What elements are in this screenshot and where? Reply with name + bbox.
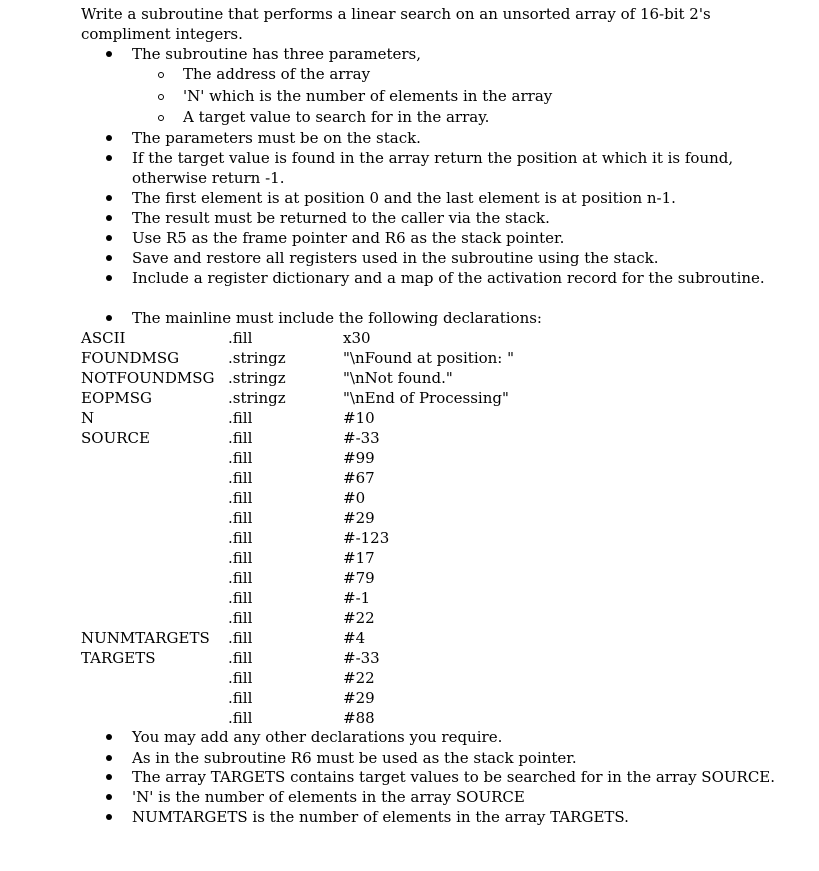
decl-value: #22 bbox=[343, 609, 375, 627]
decl-op: .stringz bbox=[228, 369, 286, 387]
decl-value: "\nEnd of Processing" bbox=[343, 389, 509, 407]
decl-op: .fill bbox=[228, 629, 253, 647]
bullet-icon bbox=[106, 255, 112, 261]
list-item-continuation: otherwise return -1. bbox=[132, 169, 285, 187]
decl-op: .stringz bbox=[228, 389, 286, 407]
decl-op: .fill bbox=[228, 449, 253, 467]
decl-op: .fill bbox=[228, 529, 253, 547]
decl-label: NOTFOUNDMSG bbox=[81, 369, 215, 387]
mainline-intro: The mainline must include the following declarations: bbox=[132, 309, 542, 327]
list-item: The array TARGETS contains target values to be searched for in the array SOURCE. bbox=[132, 768, 776, 786]
bullet-icon bbox=[106, 315, 112, 321]
decl-label: ASCII bbox=[81, 329, 126, 347]
bullet-icon bbox=[106, 155, 112, 161]
bullet-icon bbox=[106, 794, 112, 800]
decl-value: "\nNot found." bbox=[343, 369, 453, 387]
decl-op: .fill bbox=[228, 569, 253, 587]
sub-list-item: The address of the array bbox=[183, 65, 371, 83]
hollow-bullet-icon bbox=[158, 72, 164, 78]
bullet-icon bbox=[106, 195, 112, 201]
decl-op: .fill bbox=[228, 509, 253, 527]
list-item: The first element is at position 0 and the last element is at position n-1. bbox=[132, 189, 676, 207]
decl-op: .fill bbox=[228, 469, 253, 487]
decl-value: #-33 bbox=[343, 649, 380, 667]
decl-label: SOURCE bbox=[81, 429, 150, 447]
decl-value: #29 bbox=[343, 689, 375, 707]
decl-op: .fill bbox=[228, 689, 253, 707]
cut-off-heading bbox=[81, 0, 321, 3]
decl-label: N bbox=[81, 409, 95, 427]
bullet-icon bbox=[106, 51, 112, 57]
decl-label: TARGETS bbox=[81, 649, 156, 667]
list-item: As in the subroutine R6 must be used as the stack pointer. bbox=[132, 749, 577, 767]
decl-op: .fill bbox=[228, 589, 253, 607]
decl-value: #17 bbox=[343, 549, 375, 567]
decl-value: #67 bbox=[343, 469, 375, 487]
list-item: The parameters must be on the stack. bbox=[132, 129, 421, 147]
list-item: If the target value is found in the array return the position at which it is found, bbox=[132, 149, 734, 167]
sub-list-item: A target value to search for in the array. bbox=[183, 108, 490, 126]
bullet-icon bbox=[106, 814, 112, 820]
decl-value: #29 bbox=[343, 509, 375, 527]
decl-op: .fill bbox=[228, 649, 253, 667]
intro-line: Write a subroutine that performs a linear search on an unsorted array of 16-bit 2's bbox=[81, 5, 711, 23]
decl-label: NUNMTARGETS bbox=[81, 629, 210, 647]
list-item: Use R5 as the frame pointer and R6 as the stack pointer. bbox=[132, 229, 565, 247]
intro-line: compliment integers. bbox=[81, 25, 243, 43]
bullet-icon bbox=[106, 135, 112, 141]
hollow-bullet-icon bbox=[158, 115, 164, 121]
decl-value: #-123 bbox=[343, 529, 390, 547]
list-item: You may add any other declarations you require. bbox=[132, 728, 503, 746]
list-item: The result must be returned to the caller via the stack. bbox=[132, 209, 550, 227]
decl-value: #-33 bbox=[343, 429, 380, 447]
decl-op: .fill bbox=[228, 429, 253, 447]
decl-value: #88 bbox=[343, 709, 375, 727]
decl-value: #79 bbox=[343, 569, 375, 587]
bullet-icon bbox=[106, 774, 112, 780]
decl-value: #4 bbox=[343, 629, 366, 647]
list-item: The subroutine has three parameters, bbox=[132, 45, 422, 63]
decl-value: #0 bbox=[343, 489, 366, 507]
list-item: 'N' is the number of elements in the array SOURCE bbox=[132, 788, 525, 806]
decl-value: #10 bbox=[343, 409, 375, 427]
decl-label: FOUNDMSG bbox=[81, 349, 180, 367]
hollow-bullet-icon bbox=[158, 94, 164, 100]
list-item: Save and restore all registers used in the subroutine using the stack. bbox=[132, 249, 659, 267]
bullet-icon bbox=[106, 215, 112, 221]
decl-op: .fill bbox=[228, 709, 253, 727]
sub-list-item: 'N' which is the number of elements in the array bbox=[183, 87, 553, 105]
list-item: NUMTARGETS is the number of elements in the array TARGETS. bbox=[132, 808, 629, 826]
decl-value: x30 bbox=[343, 329, 371, 347]
decl-op: .fill bbox=[228, 609, 253, 627]
list-item: Include a register dictionary and a map of the activation record for the subroutine. bbox=[132, 269, 765, 287]
bullet-icon bbox=[106, 235, 112, 241]
decl-value: "\nFound at position: " bbox=[343, 349, 515, 367]
bullet-icon bbox=[106, 275, 112, 281]
decl-op: .fill bbox=[228, 329, 253, 347]
bullet-icon bbox=[106, 734, 112, 740]
decl-op: .fill bbox=[228, 549, 253, 567]
decl-value: #99 bbox=[343, 449, 375, 467]
decl-value: #22 bbox=[343, 669, 375, 687]
decl-label: EOPMSG bbox=[81, 389, 152, 407]
decl-value: #-1 bbox=[343, 589, 371, 607]
decl-op: .fill bbox=[228, 669, 253, 687]
decl-op: .fill bbox=[228, 409, 253, 427]
decl-op: .stringz bbox=[228, 349, 286, 367]
decl-op: .fill bbox=[228, 489, 253, 507]
bullet-icon bbox=[106, 755, 112, 761]
